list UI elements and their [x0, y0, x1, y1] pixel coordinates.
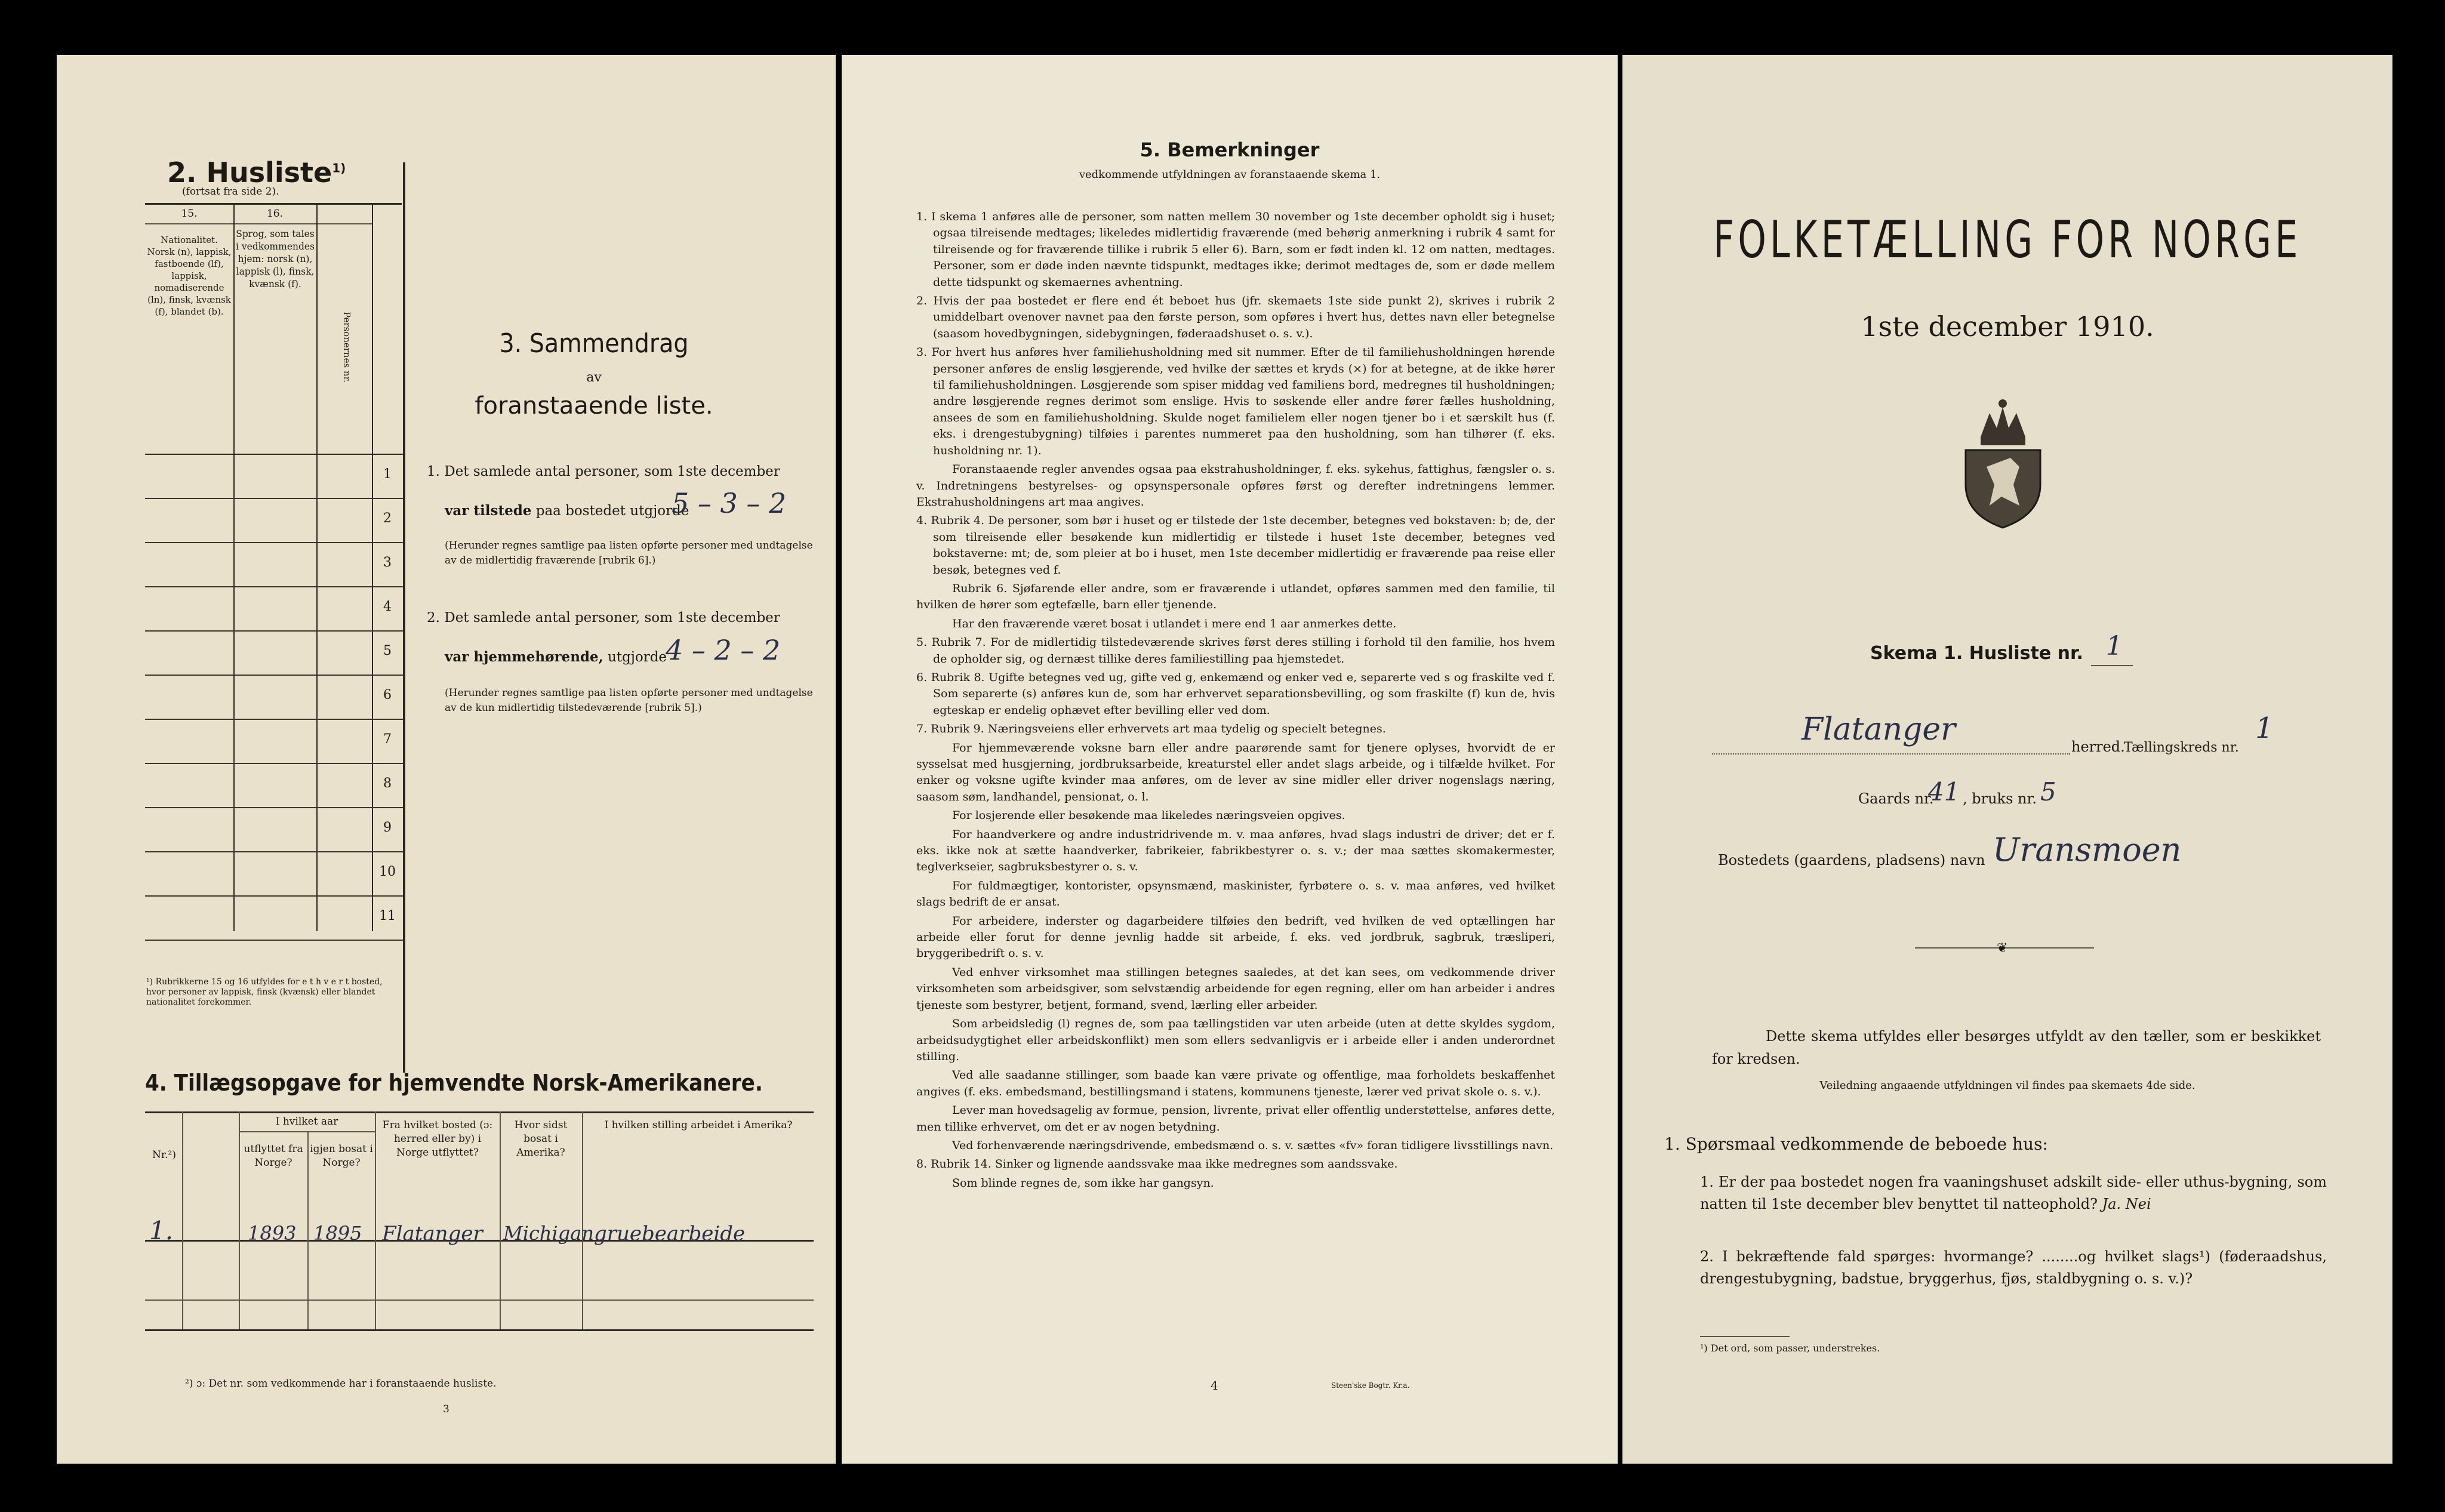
intro-text: Dette skema utfyldes eller besørges utfyldt av den tæller, som er beskikket for kredsen.	[1712, 1028, 2321, 1067]
item2-hjemme-label: var hjemmehørende,	[445, 649, 603, 665]
question-1: 1. Er der paa bostedet nogen fra vaaningshuset adskilt side- eller uthus-bygning, som natten til 1ste december blev benyttet til natteophold?	[1700, 1174, 2327, 1212]
census-title: FOLKETÆLLING FOR NORGE	[1713, 210, 2302, 270]
bemerkning-paragraph: For hjemmeværende voksne barn eller andre paarørende samt for tjenere oplyses, hvorvidt de er sysselsat med husgjerning, jordbruksarbeide, kreaturstel eller andet slags arbeide, og i tilfælde hvilket. For enker og voksne ugifte kvinder maa anføres, om de lever av sine midler eller driver nogenslags næring, saasom søm, landhandel, pensionat, o. l.	[916, 741, 1555, 803]
husliste-row-line	[145, 719, 403, 720]
item2-note: (Herunder regnes samtlige paa listen opførte personer med undtagelse av de kun midlertidig tilstedeværende [rubrik 5].)	[445, 687, 813, 714]
schema-label: Skema 1. Husliste nr.	[1870, 643, 2083, 664]
tillaeg-title: 4. Tillægsopgave for hjemvendte Norsk-Amerikanere.	[145, 1070, 763, 1096]
item1-bosted-label: paa bostedet utgjorde	[535, 503, 689, 519]
bemerkning-paragraph: Rubrik 6. Sjøfarende eller andre, som er fraværende i utlandet, opføres sammen med den familie, til hvilken de hører som egtefælle, barn eller tjenende.	[916, 581, 1555, 612]
sammendrag-subtitle: foranstaaende liste.	[475, 392, 713, 420]
bemerkning-paragraph: For haandverkere og andre industridrivende m. v. maa anføres, hvad slags industri de driver; det er f. eks. ikke nok at sætte haandverker, fabrikeier, fabrikbestyrer o. s. v.; der maa sættes skomakermester, teglverkseier, sagbruksbestyrer o. s. v.	[916, 827, 1555, 874]
item1-text: 1. Det samlede antal personer, som 1ste december	[427, 464, 780, 479]
husliste-row-line	[145, 895, 403, 897]
husliste-row-line	[145, 675, 403, 676]
bemerkning-paragraph: 8. Rubrik 14. Sinker og lignende aandssvake maa ikke medregnes som aandssvake.	[916, 1157, 1398, 1171]
census-date: 1ste december 1910.	[1861, 310, 2154, 343]
bemerkning-paragraph: 1. I skema 1 anføres alle de personer, som natten mellem 30 november og 1ste december opholdt sig i huset; ogsaa tilreisende medtages; likeledes midlertidig fraværende (med behørig anmerkning i rubrik 4 samt for tilreisende og for fraværende tillike i rubrik 5 eller 6). Barn, som er født inden kl. 12 om natten, medtages. Personer, som er døde inden nævnte tidspunkt, medtages ikke; derimot medtages de, som er døde mellem dette tidspunkt og skemaernes avhentning.	[916, 210, 1555, 289]
right-footnote: ¹) Det ord, som passer, understrekes.	[1700, 1342, 1880, 1354]
husliste-row-number: 5	[383, 643, 392, 658]
tillaeg-col-fra: Fra hvilket bosted (ɔ: herred eller by) i Norge utflyttet?	[382, 1119, 493, 1159]
bemerkning-paragraph: 2. Hvis der paa bostedet er flere end ét beboet hus (jfr. skemaets 1ste side punkt 2), skrives i rubrik 2 umiddelbart ovenover navnet paa den første person, som opføres i hvert hus, dettes navn eller betegnelse (saasom hovedbygningen, sidebygningen, føderaadshuset o. s. v.).	[916, 294, 1555, 340]
husliste-row-number: 1	[383, 467, 392, 482]
bemerkning-paragraph: Som blinde regnes de, som ikke har gangsyn.	[952, 1176, 1214, 1190]
husliste-subtitle: (fortsat fra side 2).	[182, 186, 279, 198]
husliste-footnote-mark: 1)	[332, 161, 346, 175]
husliste-row-number: 8	[383, 776, 392, 791]
item1-tilstede-label: var tilstede	[445, 503, 532, 519]
bruks-label: , bruks nr.	[1963, 790, 2037, 807]
husliste-row-number: 6	[383, 688, 392, 703]
col16-header: Sprog, som tales i vedkommendes hjem: norsk (n), lappisk (l), finsk, kvænsk (f).	[235, 229, 315, 290]
sammendrag-title: 3. Sammendrag	[499, 328, 689, 359]
tillaeg-row1-igjen: 1895	[313, 1222, 362, 1245]
husliste-row-line	[145, 807, 403, 808]
left-page	[57, 55, 836, 1464]
kreds-label: Tællingskreds nr.	[2124, 740, 2239, 755]
bemerkning-paragraph: 5. Rubrik 7. For de midlertidig tilstedeværende skrives først deres stilling i forhold til den familie, hos hvem de opholder sig, og dernæst tillike deres familiestilling paa hjemstedet.	[916, 636, 1555, 666]
husliste-footnote: ¹) Rubrikkerne 15 og 16 utfyldes for e t h v e r t bosted, hvor personer av lappisk, finsk (kvænsk) eller blandet nationalitet forekommer.	[146, 977, 383, 1007]
bemerkning-paragraph: 6. Rubrik 8. Ugifte betegnes ved ug, gifte ved g, enkemænd og enker ved e, separerte ved s og fraskilte ved f. Som separerte (s) anføres kun de, som har erhvervet separationsbevilling, og som fraskilte (f) kun de, hvis egteskap er endelig ophævet efter bevilling eller ved dom.	[916, 670, 1555, 717]
tillaeg-col-igjen: igjen bosat i Norge?	[310, 1143, 373, 1169]
bemerkninger-subtitle: vedkommende utfyldningen av foranstaaende skema 1.	[1079, 168, 1381, 181]
col16-number: 16.	[266, 208, 284, 220]
bemerkning-paragraph: 3. For hvert hus anføres hver familiehusholdning med sit nummer. Efter de til familiehusholdningen hørende personer anføres de enslig løsgjerende, ved hvilke der sættes et kryds (×) for at betegne, at de ikke hører til familiehusholdningen. Løsgjerende som spiser middag ved familiens bord, medregnes til husholdningen; andre løsgjerende regnes derimot som enslige. Hvis to søskende eller andre fører fælles husholdning, ansees de som en familiehusholdning. Skulde noget familielem eller nogen tjener bo i et særskilt hus (f. eks. i drengestubygning) tilføies i parentes nummeret paa den husholdning, som han tilhører (f. eks. husholdning nr. 1).	[916, 346, 1555, 457]
coat-of-arms-icon	[1954, 395, 2052, 529]
husliste-row-number: 11	[379, 909, 396, 923]
col15-number: 15.	[181, 208, 198, 220]
husliste-row-line	[145, 940, 403, 941]
husliste-row-number: 10	[379, 864, 396, 879]
item2-value: 4 – 2 – 2	[666, 634, 781, 666]
tillaeg-row1-sidst: Michigan	[503, 1222, 594, 1245]
husliste-row-line	[145, 851, 403, 852]
bemerkning-paragraph: Ved alle saadanne stillinger, som baade kan være private og offentlige, maa forholdets beskaffenhet angives (f. eks. embedsmand, bestillingsmand i statens, kommunens tjeneste, lærer ved privat skole o. s. v.).	[916, 1068, 1555, 1098]
husliste-row-line	[145, 542, 403, 543]
tillaeg-col-aar: I hvilket aar	[275, 1116, 338, 1128]
husliste-row-line	[145, 763, 403, 764]
middle-page	[842, 55, 1618, 1464]
middle-page-number: 4	[1211, 1378, 1218, 1393]
tillaeg-col-nr: Nr.²)	[152, 1149, 176, 1161]
bemerkninger-body	[916, 209, 1555, 1194]
tillaeg-col-sidst: Hvor sidst bosat i Amerika?	[514, 1119, 568, 1159]
husliste-row-number: 3	[383, 555, 392, 570]
tillaeg-row1-utflyttet: 1893	[248, 1222, 297, 1245]
question-2: 2. I bekræftende fald spørges: hvormange? ........og hvilket slags¹) (føderaadshus, drengestubygning, badstue, bryggerhus, fjøs, staldbygning o. s. v.)?	[1700, 1248, 2327, 1287]
bruks-value: 5	[2040, 777, 2056, 806]
tillaeg-footnote: ²) ɔ: Det nr. som vedkommende har i foranstaaende husliste.	[185, 1378, 497, 1390]
question-1-answer: Ja. Nei	[2102, 1196, 2151, 1212]
husliste-title: 2. Husliste	[167, 156, 332, 189]
bemerkning-paragraph: Som arbeidsledig (l) regnes de, som paa tællingstiden var uten arbeide (uten at dette skyldes sygdom, arbeidsudygtighet eller arbeidskonflikt) men som ellers sedvanligvis er i arbeide eller i anden underordnet stilling.	[916, 1017, 1555, 1063]
tillaeg-row1-nr: 1.	[149, 1216, 174, 1245]
bemerkning-paragraph: Ved enhver virksomhet maa stillingen betegnes saaledes, at det kan sees, om vedkommende driver virksomheten som arbeidsgiver, som selvstændig arbeidende for egen regning, eller om han arbeider i andres tjeneste som bestyrer, betjent, formand, svend, lærling eller arbeider.	[916, 965, 1555, 1012]
husliste-row-line	[145, 498, 403, 499]
bemerkning-paragraph: 7. Rubrik 9. Næringsveiens eller erhvervets art maa tydelig og specielt betegnes.	[916, 722, 1386, 736]
item2-text: 2. Det samlede antal personer, som 1ste december	[427, 610, 780, 626]
bemerkning-paragraph: Foranstaaende regler anvendes ogsaa paa ekstrahusholdninger, f. eks. sykehus, fattighus, fængsler o. s. v. Indretningens bestyrelses- og opsynspersonale opføres først og derefter indretningens lemmer. Ekstrahusholdningens art maa angives.	[916, 463, 1555, 509]
tillaeg-col-stilling: I hvilken stilling arbeidet i Amerika?	[604, 1119, 793, 1131]
husliste-row-number: 9	[383, 820, 392, 835]
col-personer-header: Personernes nr.	[341, 312, 352, 383]
right-page	[1622, 55, 2392, 1464]
printer-mark: Steen'ske Bogtr. Kr.a.	[1331, 1381, 1410, 1390]
husliste-nr: 1	[2106, 631, 2123, 661]
questions-heading: 1. Spørsmaal vedkommende de beboede hus:	[1664, 1134, 2048, 1154]
tillaeg-row1-stilling: gruebearbeide	[594, 1222, 746, 1246]
husliste-row-number: 2	[383, 511, 392, 526]
gaards-label: Gaards nr.	[1858, 790, 1934, 807]
bemerkning-paragraph: Ved forhenværende næringsdrivende, embedsmænd o. s. v. sættes «fv» foran tidligere livsstillings navn.	[952, 1138, 1554, 1152]
item1-value: 5 – 3 – 2	[672, 487, 787, 519]
bemerkning-paragraph: For losjerende eller besøkende maa likeledes næringsveien opgives.	[952, 809, 1345, 823]
col15-header: Nationalitet. Norsk (n), lappisk, fastboende (lf), lappisk, nomadiserende (ln), finsk, kvænsk (f), blandet (b).	[147, 235, 232, 317]
bemerkning-paragraph: For arbeidere, inderster og dagarbeidere tilføies den bedrift, ved hvilken de ved optællingen har arbeide eller forut for denne jevnlig hadde sit arbeide, f. eks. ved jordbruk, sagbruk, træsliperi, bryggeribedrift o. s. v.	[916, 914, 1555, 960]
bosted-value: Uransmoen	[1993, 831, 2182, 869]
husliste-row-line	[145, 630, 403, 632]
husliste-row-number: 4	[383, 599, 392, 614]
husliste-row-number: 7	[383, 732, 392, 747]
tillaeg-row1-fra: Flatanger	[382, 1222, 483, 1246]
bemerkning-paragraph: Lever man hovedsagelig av formue, pension, livrente, privat eller offentlig understøttelse, anføres dette, men tillike erhvervet, om det er av nogen betydning.	[916, 1104, 1555, 1134]
husliste-row-line	[145, 586, 403, 587]
herred-label: herred.	[2071, 738, 2125, 755]
intro-note: Veiledning angaaende utfyldningen vil findes paa skemaets 4de side.	[1819, 1079, 2195, 1092]
kreds-value: 1	[2255, 712, 2274, 745]
item2-utgjorde-label: utgjorde	[607, 649, 667, 665]
bosted-label: Bostedets (gaardens, pladsens) navn	[1718, 852, 1985, 869]
bemerkninger-title: 5. Bemerkninger	[1140, 138, 1320, 161]
bemerkning-paragraph: Har den fraværende været bosat i utlandet i mere end 1 aar anmerkes dette.	[952, 617, 1397, 630]
gaards-value: 41	[1928, 777, 1960, 806]
sammendrag-av: av	[586, 370, 602, 385]
tillaeg-col-utflyttet: utflyttet fra Norge?	[244, 1143, 303, 1169]
herred-value: Flatanger	[1802, 712, 1956, 747]
ornament-icon: ❦	[1997, 941, 2008, 956]
item1-note: (Herunder regnes samtlige paa listen opførte personer med undtagelse av de midlertidig fraværende [rubrik 6].)	[445, 540, 813, 566]
left-page-number: 3	[443, 1403, 449, 1415]
bemerkning-paragraph: For fuldmægtiger, kontorister, opsynsmænd, maskinister, fyrbøtere o. s. v. maa anføres, ved hvilket slags bedrift de er ansat.	[916, 879, 1555, 909]
bemerkning-paragraph: 4. Rubrik 4. De personer, som bør i huset og er tilstede der 1ste december, betegnes ved bokstaven: b; de, der som tilreisende eller besøkende kun midlertidig er tilstede i huset 1ste december, betegnes ved bokstaverne: mt; de, som pleier at bo i huset, men 1ste december midlertidig er fraværende paa reise eller besøk, betegnes ved f.	[916, 514, 1555, 577]
